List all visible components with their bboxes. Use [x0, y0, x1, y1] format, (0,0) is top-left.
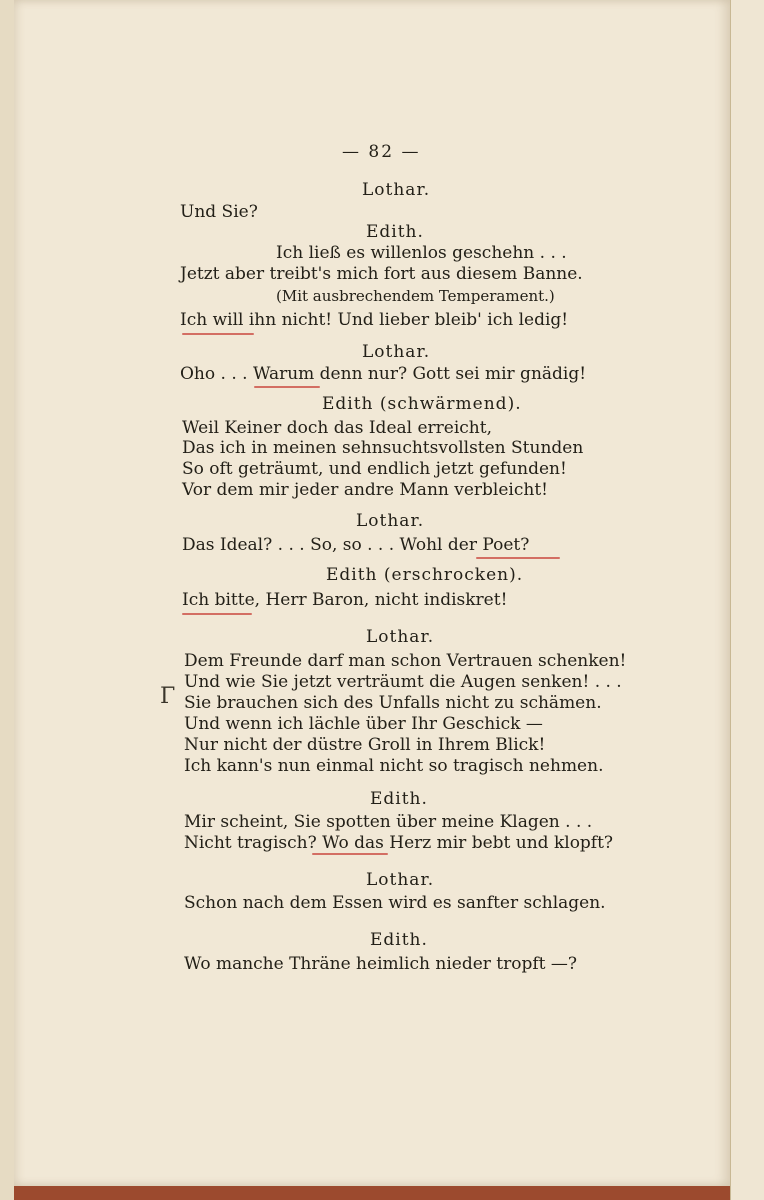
verse-line: Vor dem mir jeder andre Mann verbleicht! [182, 480, 548, 500]
red-underline [476, 557, 560, 559]
verse-line: Jetzt aber treibt's mich fort aus diesem Banne. [180, 264, 583, 284]
red-underline [182, 613, 252, 615]
verse-line: Das Ideal? . . . So, so . . . Wohl der Poet? [182, 535, 530, 555]
page-number: — 82 — [342, 142, 421, 162]
speaker-line: Lothar. [362, 180, 431, 200]
speaker-line: Edith. [370, 789, 428, 809]
verse-line: Und wie Sie jetzt verträumt die Augen senken! . . . [184, 672, 622, 692]
margin-pencil-mark: Γ [160, 684, 176, 709]
verse-line: Und Sie? [180, 202, 258, 222]
speaker-line: Edith. [366, 222, 424, 242]
verse-line: Weil Keiner doch das Ideal erreicht, [182, 418, 492, 438]
speaker-line: Lothar. [362, 342, 431, 362]
red-underline [254, 386, 320, 388]
verse-line: Und wenn ich lächle über Ihr Geschick — [184, 714, 543, 734]
verse-line: Nicht tragisch? Wo das Herz mir bebt und klopft? [184, 833, 614, 853]
verse-line: Wo manche Thräne heimlich nieder tropft —? [184, 954, 578, 974]
speaker-line: Lothar. [356, 511, 425, 531]
speaker-line: Edith. [370, 930, 428, 950]
verse-line: So oft geträumt, und endlich jetzt gefunden! [182, 459, 567, 479]
red-underline [182, 333, 254, 335]
verse-line: Ich will ihn nicht! Und lieber bleib' ich ledig! [180, 310, 569, 330]
verse-line: Ich bitte, Herr Baron, nicht indiskret! [182, 590, 508, 610]
verse-line: Das ich in meinen sehnsuchtsvollsten Stunden [182, 438, 584, 458]
speaker-line: Edith (erschrocken). [326, 565, 524, 585]
speaker-line: Lothar. [366, 627, 435, 647]
verse-line: Schon nach dem Essen wird es sanfter schlagen. [184, 893, 606, 913]
verse-line: Oho . . . Warum denn nur? Gott sei mir gnädig! [180, 364, 587, 384]
speaker-line: Lothar. [366, 870, 435, 890]
red-underline [312, 853, 388, 855]
verse-line: Ich ließ es willenlos geschehn . . . [276, 243, 567, 263]
verse-line: Mir scheint, Sie spotten über meine Klagen . . . [184, 812, 593, 832]
stage-direction: (Mit ausbrechendem Temperament.) [276, 287, 555, 305]
verse-line: Nur nicht der düstre Groll in Ihrem Blick! [184, 735, 546, 755]
verse-line: Sie brauchen sich des Unfalls nicht zu schämen. [184, 693, 602, 713]
verse-line: Ich kann's nun einmal nicht so tragisch nehmen. [184, 756, 604, 776]
verse-line: Dem Freunde darf man schon Vertrauen schenken! [184, 651, 627, 671]
speaker-line: Edith (schwärmend). [322, 394, 522, 414]
